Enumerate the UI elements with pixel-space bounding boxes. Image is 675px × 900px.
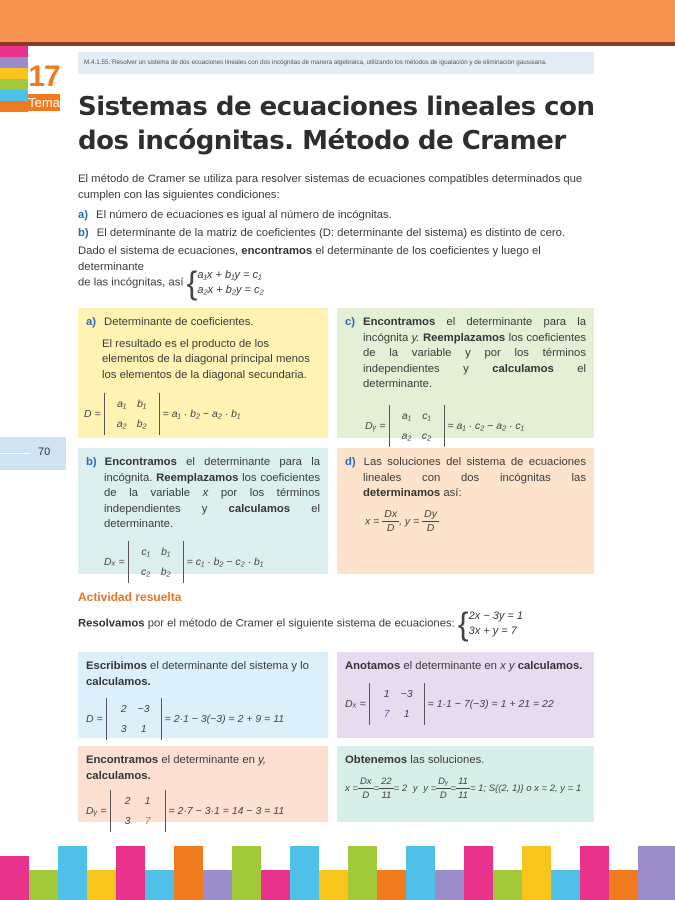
intro-paragraph: El método de Cramer se utiliza para resolver sistemas de ecuaciones compatibles determinados que cumplen con las siguientes condiciones: [78, 173, 583, 201]
box-c-dy: c) Encontramos el determinante para la incógnita y. Reemplazamos los coeficientes de la variable y por los términos independientes y calculamos el determinante. Dᵧ =a₁ c₁ a₂ c₂= a₁ · c₂ − a₂ · c₁ [337, 308, 594, 438]
activity-intro: Resolvamos por el método de Cramer el siguiente sistema de ecuaciones: {2x − 3y = 1 3x + y = 7 [78, 606, 524, 642]
general-system: de las incógnitas, así {a₁x + b₁y = c₁ a₂x + b₂y = c₂ [78, 265, 264, 301]
box-b-dx: b) Encontramos el determinante para la incógnita. Reemplazamos los coeficientes de la variable x por los términos independientes y calculamos el determinante. Dₓ =c₁ b₁ c₂ b₂= c₁ · b₂ − c₂ · b₁ [78, 448, 328, 574]
activity-title: Actividad resuelta [78, 590, 182, 604]
activity-box-dy: Encontramos el determinante en y, calculamos. Dᵧ =2 1 3 7= 2·7 − 3·1 = 14 − 3 = 11 [78, 746, 328, 822]
formula-dy: Dᵧ =a₁ c₁ a₂ c₂= a₁ · c₂ − a₂ · c₁ [365, 405, 586, 447]
page-title: Sistemas de ecuaciones lineales con dos incógnitas. Método de Cramer [78, 92, 595, 156]
page-number: 70 [38, 446, 51, 458]
bottom-color-bars [0, 846, 675, 900]
page-number-tab [0, 437, 66, 470]
activity-formula-solutions: x = $\frac{Dx}{D}=$ $\frac{22}{11}= 2$ y y = $\frac{\text{Dᵧ}}{D}=$ $\frac{11}{11}= 1$; S{(2, 1)} o x = 2, y = 1 [345, 775, 582, 801]
formula-d: D =a₁ b₁ a₂ b₂= a₁ · b₂ − a₂ · b₁ [84, 393, 320, 435]
intro-paragraph-2: Dado el sistema de ecuaciones, encontramos el determinante de los coeficientes y luego el determinante [78, 245, 541, 273]
activity-box-solutions: Obtenemos las soluciones. x = $\frac{Dx}{D}=$ $\frac{22}{11}= 2$ y y = $\frac{\text{Dᵧ}}{D}=$ $\frac{11}{11}= 1$; S{(2, 1)} o x = 2, y = 1 [337, 746, 594, 822]
box-a-coefficients: a) Determinante de coeficientes. El resultado es el producto de los elementos de la diagonal principal menos los elementos de la diagonal secundaria. D =a₁ b₁ a₂ b₂= a₁ · b₂ − a₂ · b₁ [78, 308, 328, 438]
activity-formula-d: D =2 −3 3 1= 2·1 − 3(−3) = 2 + 9 = 11 [86, 698, 320, 740]
top-band [0, 0, 675, 42]
brace: { [186, 265, 198, 301]
formula-solutions: x = $\frac{Dx}{D}$, y = $\frac{Dy}{D}$ [365, 507, 437, 534]
topic-word: Tema [28, 95, 60, 110]
top-rule [0, 42, 675, 46]
color-stripes [0, 46, 28, 112]
box-d-solutions: d) Las soluciones del sistema de ecuaciones lineales con dos incógnitas las determinamos así: x = $\frac{Dx}{D}$, y = $\frac{Dy}{D}$ [337, 448, 594, 574]
activity-formula-dy: Dᵧ =2 1 3 7= 2·7 − 3·1 = 14 − 3 = 11 [86, 790, 320, 832]
topic-number: 17 [28, 60, 60, 93]
activity-box-d: Escribimos el determinante del sistema y lo calculamos. D =2 −3 3 1= 2·1 − 3(−3) = 2 + 9 = 11 [78, 652, 328, 738]
curriculum-standard: M.4.1.55. Resolver un sistema de dos ecuaciones lineales con dos incógnitas de manera algebraica, utilizando los métodos de igualación y de eliminación gaussiana. [78, 52, 594, 74]
formula-dx: Dₓ =c₁ b₁ c₂ b₂= c₁ · b₂ − c₂ · b₁ [104, 541, 320, 583]
condition-a: a) El número de ecuaciones es igual al número de incógnitas. [78, 209, 392, 221]
activity-box-dx: Anotamos el determinante en x y calculamos. Dₓ =1 −3 7 1= 1·1 − 7(−3) = 1 + 21 = 22 [337, 652, 594, 738]
topic-marker [28, 62, 60, 111]
condition-b: b) El determinante de la matriz de coeficientes (D: determinante del sistema) es distinto de cero. [78, 227, 566, 239]
activity-formula-dx: Dₓ =1 −3 7 1= 1·1 − 7(−3) = 1 + 21 = 22 [345, 683, 586, 725]
